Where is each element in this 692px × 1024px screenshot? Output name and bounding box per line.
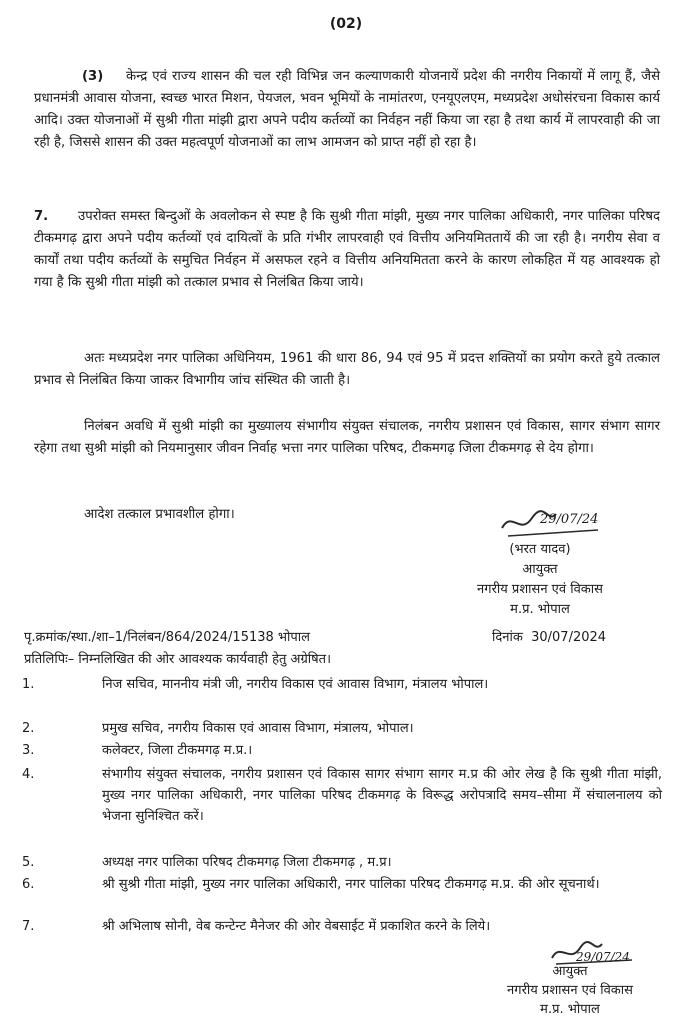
paragraph-suspension-headquarters: निलंबन अवधि में सुश्री मांझी का मुख्यालय संभागीय संयुक्त संचालक, नगरीय प्रशासन एवं विकास, सागर संभाग सागर रहेगा तथा सुश्री मांझी को नियमानुसार जीवन निर्वाह भत्ता नगर पालिका परिषद, टीकमगढ़ जिला टीकमगढ़ से देय होगा। [34,419,660,456]
list-item-text: निज सचिव, माननीय मंत्री जी, नगरीय विकास एवं आवास विभाग, मंत्रालय भोपाल। [102,677,489,692]
list-item [22,718,662,739]
list-item [22,916,662,937]
list-item-text: श्री सुश्री गीता मांझी, मुख्य नगर पालिका अधिकारी, नगर पालिका परिषद टीकमगढ़ म.प्र. की ओर सूचनार्थ। [102,877,600,892]
paragraph-3-number: (3) [82,69,104,84]
signatory-name: (भरत यादव) [509,542,571,557]
paragraph-7-number: 7. [34,209,49,224]
list-item-text: अध्यक्ष नगर पालिका परिषद टीकमगढ़ जिला टीकमगढ़ , म.प्र। [102,855,392,870]
list-item-text: संभागीय संयुक्त संचालक, नगरीय प्रशासन एवं विकास सागर संभाग सागर म.प्र की ओर लेख है कि सुश्री गीता मांझी, मुख्य नगर पालिका अधिकारी, नगर पालिका परिषद टीकमगढ़ के विरूद्ध अरोपत्रादि समय–सीमा में संचालनालय को भेजना सुनिश्चित करें। [102,767,662,824]
list-item [22,674,662,695]
signatory-place: म.प्र. भोपाल [540,1002,600,1017]
paragraph-7-text: उपरोक्त समस्त बिन्दुओं के अवलोकन से स्पष्ट है कि सुश्री गीता मांझी, मुख्य नगर पालिका अधिकारी, नगर पालिका परिषद टीकमगढ़ द्वारा अपने पदीय कर्तव्यों एवं दायित्वों के प्रति गंभीर लापरवाही एवं वित्तीय अनियमिततायें की जा रही है। नगरीय सेवा व कार्यों तथा पदीय कर्तव्यों के समुचित निर्वहन में असफल रहने व वित्तीय अनियमितता करने के कारण लोकहित में यह आवश्यक हो गया है कि सुश्री गीता मांझी को तत्काल प्रभाव से निलंबित किया जाये। [34,209,660,290]
list-item [22,874,662,895]
list-item-number: 2. [22,721,35,736]
signatory-designation: आयुक्त [552,964,588,979]
list-item [22,740,662,761]
list-item-text: प्रमुख सचिव, नगरीय विकास एवं आवास विभाग, मंत्रालय, भोपाल। [102,721,414,736]
list-item-number: 4. [22,767,35,782]
signature-1-date: 29/07/24 [540,512,599,527]
paragraph-3-text: केन्द्र एवं राज्य शासन की चल रही विभिन्न जन कल्याणकारी योजनायें प्रदेश की नगरीय निकायों में लागू हैं, जैसे प्रधानमंत्री आवास योजना, स्वच्छ भारत मिशन, पेयजल, भवन भूमियों के नामांतरण, एनयूएलएम, मध्यप्रदेश अधोसंरचना विकास कार्य आदि। उक्त योजनाओं में सुश्री गीता मांझी द्वारा अपने पदीय कर्तव्यों का निर्वहन नहीं किया जा रहा है तथा कार्य में लापरवाही की जा रही है, जिससे शासन की उक्त महत्वपूर्ण योजनाओं का लाभ आमजन को प्राप्त नहीं हो रहा है। [34,69,660,150]
signatory-place: म.प्र. भोपाल [510,602,570,617]
list-item [22,852,662,873]
list-item-number: 7. [22,919,35,934]
list-item-number: 6. [22,877,35,892]
list-item-text: श्री अभिलाष सोनी, वेब कन्टेन्ट मैनेजर की ओर वेबसाईट में प्रकाशित करने के लिये। [102,919,491,934]
signatory-office: नगरीय प्रशासन एवं विकास [507,983,633,998]
list-item [22,764,662,827]
signature-2-date: 29/07/24 [576,950,630,964]
paragraph-act-powers: अतः मध्यप्रदेश नगर पालिका अधिनियम, 1961 की धारा 86, 94 एवं 95 में प्रदत्त शक्तियों का प्रयोग करते हुये तत्काल प्रभाव से निलंबित किया जाकर विभागीय जांच संस्थित की जाती है। [34,351,660,388]
signature-1-block [440,540,640,620]
reference-number: पृ.क्रमांक/स्था./शा–1/निलंबन/864/2024/15138 भोपाल [24,630,310,645]
endorsement-reference-line [24,628,664,648]
list-item-number: 5. [22,855,35,870]
list-item-number: 1. [22,677,35,692]
signatory-office: नगरीय प्रशासन एवं विकास [477,582,603,597]
list-item-text: कलेक्टर, जिला टीकमगढ़ म.प्र.। [102,743,253,758]
copy-to-heading: प्रतिलिपिः– निम्नलिखित की ओर आवश्यक कार्यवाही हेतु अग्रेषित। [24,652,332,667]
list-item-number: 3. [22,743,35,758]
paragraph-order-effective: आदेश तत्काल प्रभावशील होगा। [84,507,235,522]
endorsement-date [492,628,606,648]
paragraph-3 [34,66,660,154]
paragraph-7 [34,206,660,294]
date-value: 30/07/2024 [531,630,607,645]
signatory-designation: आयुक्त [522,562,558,577]
date-label: दिनांक [492,630,523,645]
page-number: (02) [329,16,363,32]
signature-2-block [470,962,670,1019]
